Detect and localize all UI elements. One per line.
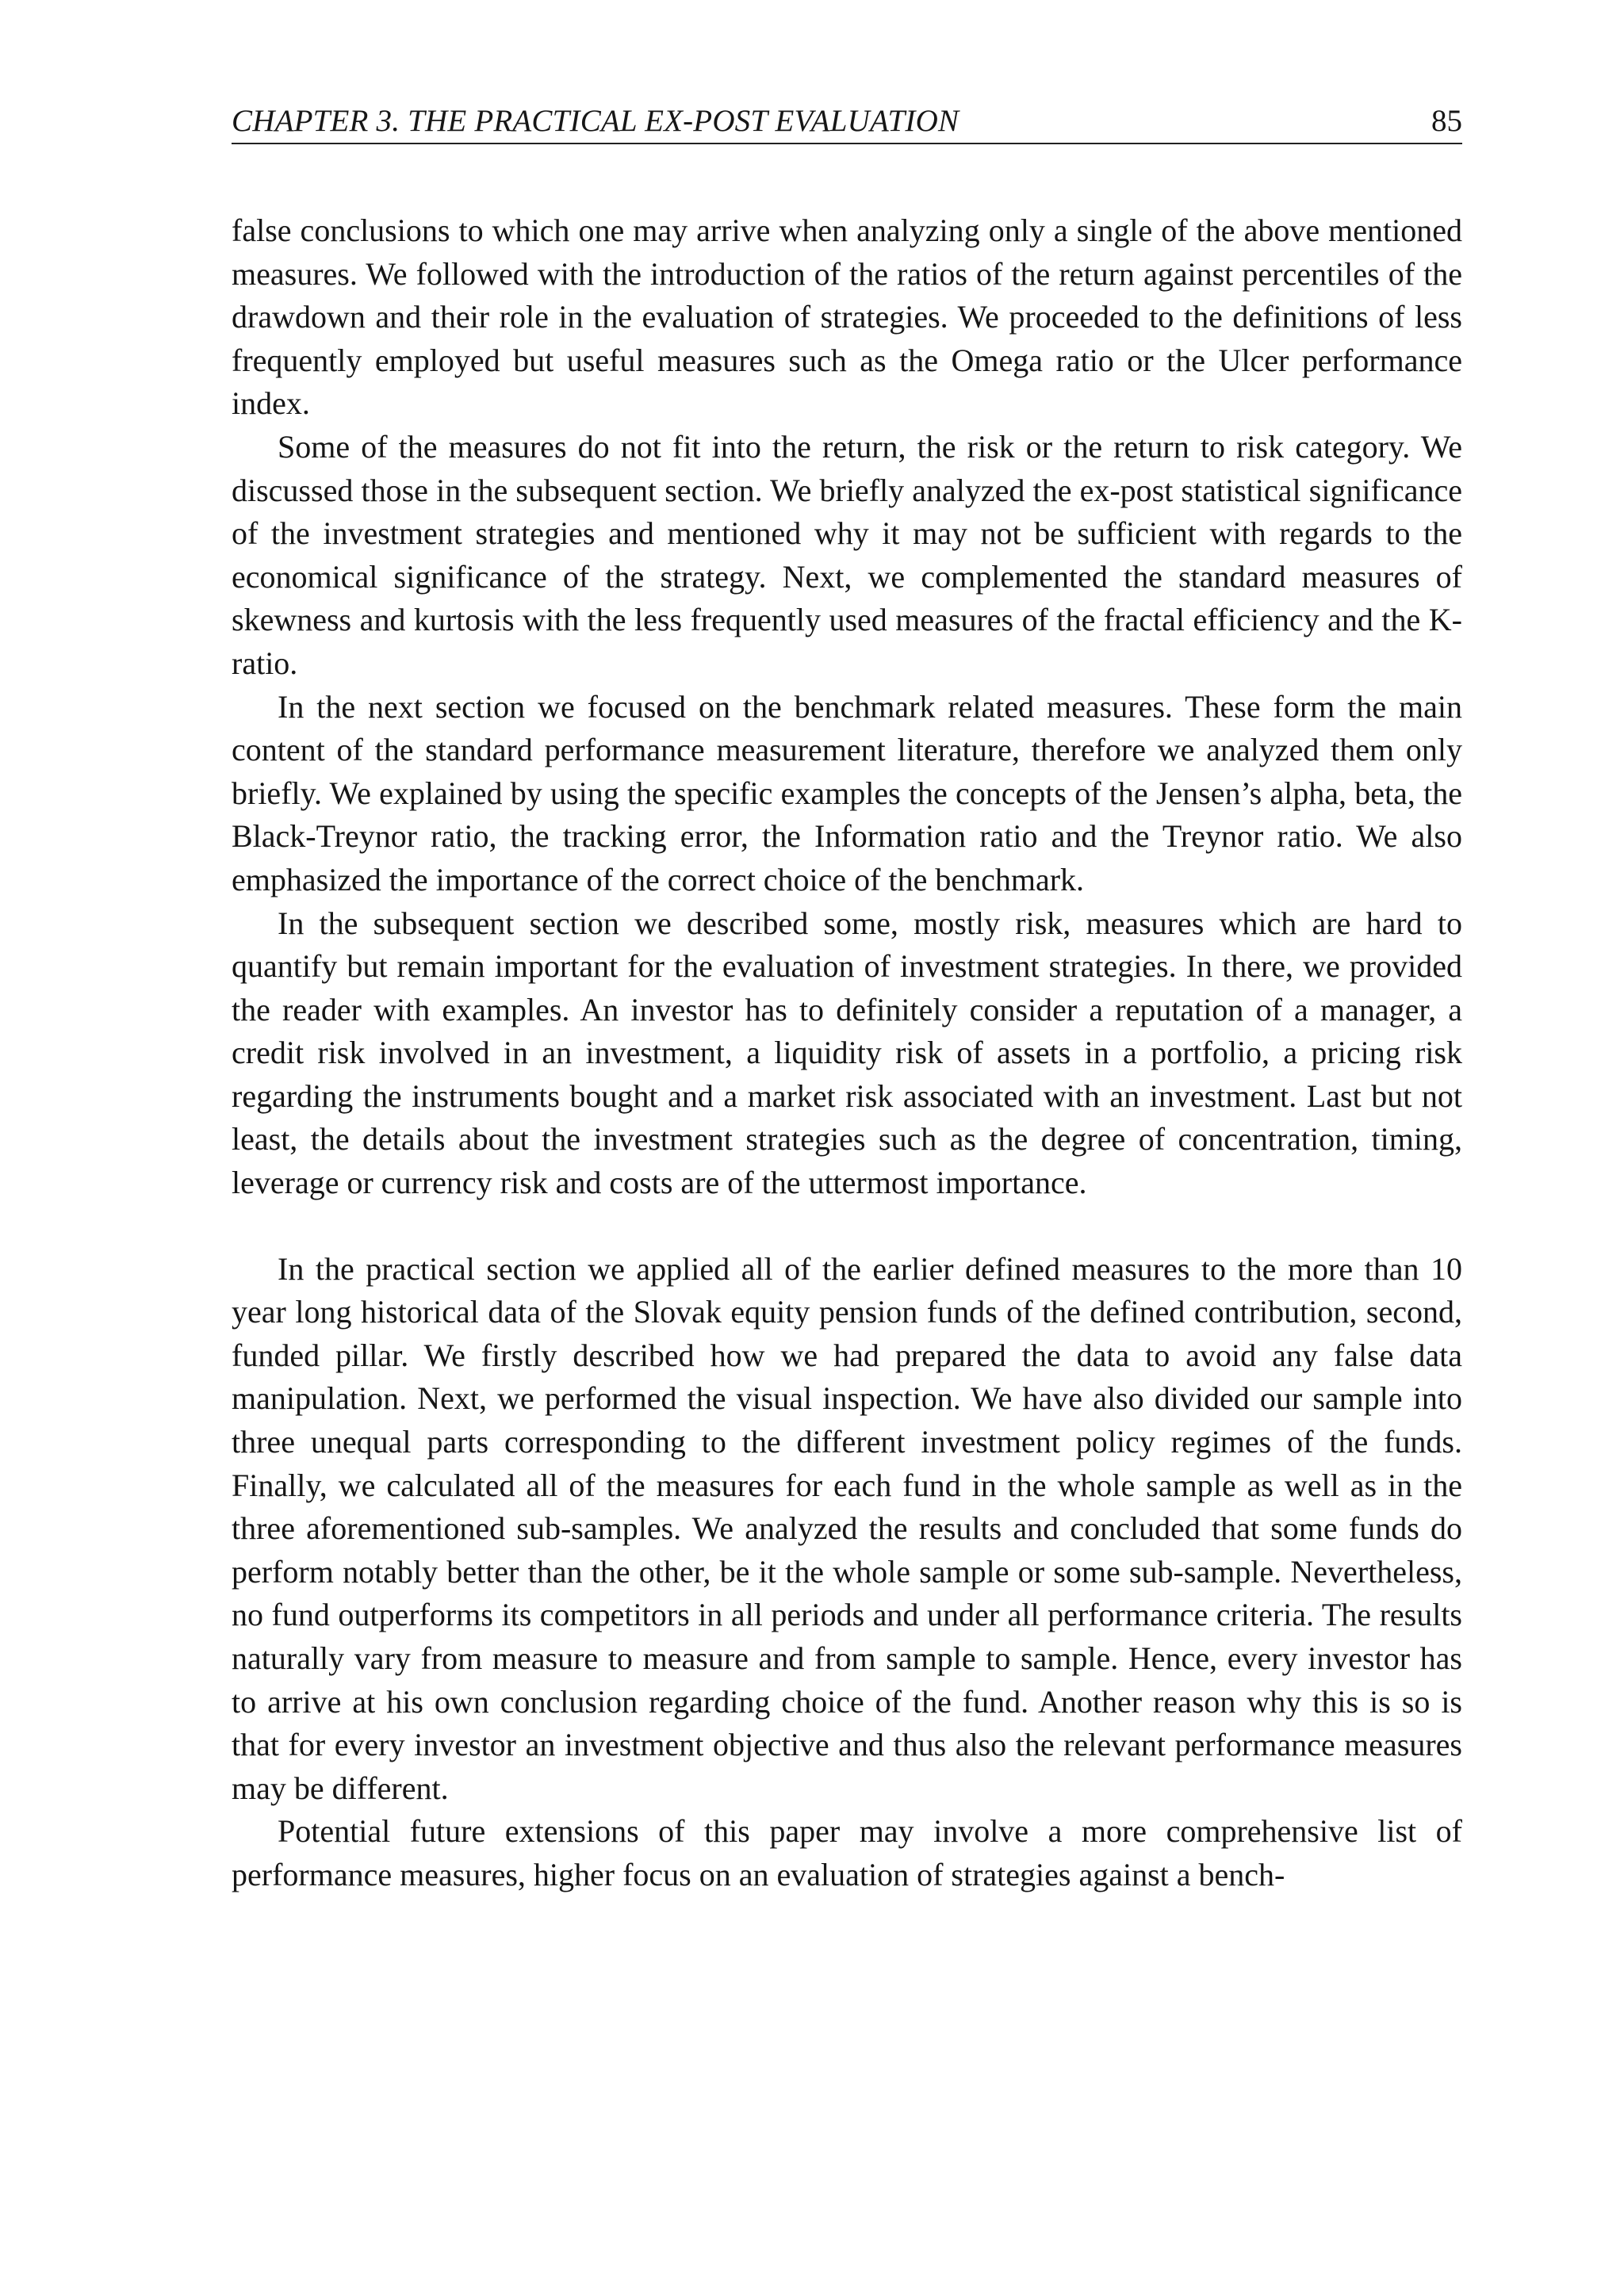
paragraph-5: In the practical section we applied all of the earlier defined measures to the more than 10 year long historical data of the Slovak equity pension funds of the defined contribution, second, funded pillar. We firstly described how we had prepared the data to avoid any false data manipulation. Next, we performed the visual inspection. We have also divided our sample into three unequal parts corresponding to the different investment policy regimes of the funds. Finally, we calculated all of the measures for each fund in the whole sample as well as in the three aforementioned sub-samples. We analyzed the results and concluded that some funds do perform notably better than the other, be it the whole sample or some sub-sample. Nevertheless, no fund outperforms its competitors in all periods and under all performance criteria. The results naturally vary from measure to measure and from sample to sample. Hence, every investor has to arrive at his own conclusion regarding choice of the fund. Another reason why this is so is that for every investor an investment objective and thus also the relevant performance measures may be different. — [232, 1250, 1462, 1806]
paragraph-4: In the subsequent section we described some, mostly risk, measures which are hard to quantify but remain important for the evaluation of investment strategies. In there, we provided the reader with examples. An investor has to definitely consider a reputation of a manager, a credit risk involved in an investment, a liquidity risk of assets in a portfolio, a pricing risk regarding the instruments bought and a market risk associated with an investment. Last but not least, the details about the investment strategies such as the degree of concentration, timing, leverage or currency risk and costs are of the uttermost importance. — [232, 905, 1462, 1201]
paragraph-1: false conclusions to which one may arrive when analyzing only a single of the above mentioned measures. We followed with the introduction of the ratios of the return against percentiles of the drawdown and their role in the evaluation of strategies. We proceeded to the definitions of less frequently employed but useful measures such as the Omega ratio or the Ulcer performance index. — [232, 212, 1462, 422]
running-header — [232, 100, 1462, 144]
paragraph-2: Some of the measures do not fit into the return, the risk or the return to risk category. We discussed those in the subsequent section. We briefly analyzed the ex-post statistical significance of the investment strategies and mentioned why it may not be sufficient with regards to the economical significance of the strategy. Next, we complemented the standard measures of skewness and kurtosis with the less frequently used measures of the fractal efficiency and the K-ratio. — [232, 428, 1462, 681]
body-text — [232, 209, 1462, 1897]
chapter-title: CHAPTER 3. THE PRACTICAL EX-POST EVALUATION — [232, 104, 959, 138]
paragraph-3: In the next section we focused on the benchmark related measures. These form the main content of the standard performance measurement literature, therefore we analyzed them only briefly. We explained by using the specific examples the concepts of the Jensen’s alpha, beta, the Black-Treynor ratio, the tracking error, the Information ratio and the Treynor ratio. We also emphasized the importance of the correct choice of the benchmark. — [232, 688, 1462, 897]
page-number: 85 — [1431, 104, 1462, 138]
paragraph-6: Potential future extensions of this paper may involve a more comprehensive list of performance measures, higher focus on an evaluation of strategies against a bench- — [232, 1813, 1462, 1892]
